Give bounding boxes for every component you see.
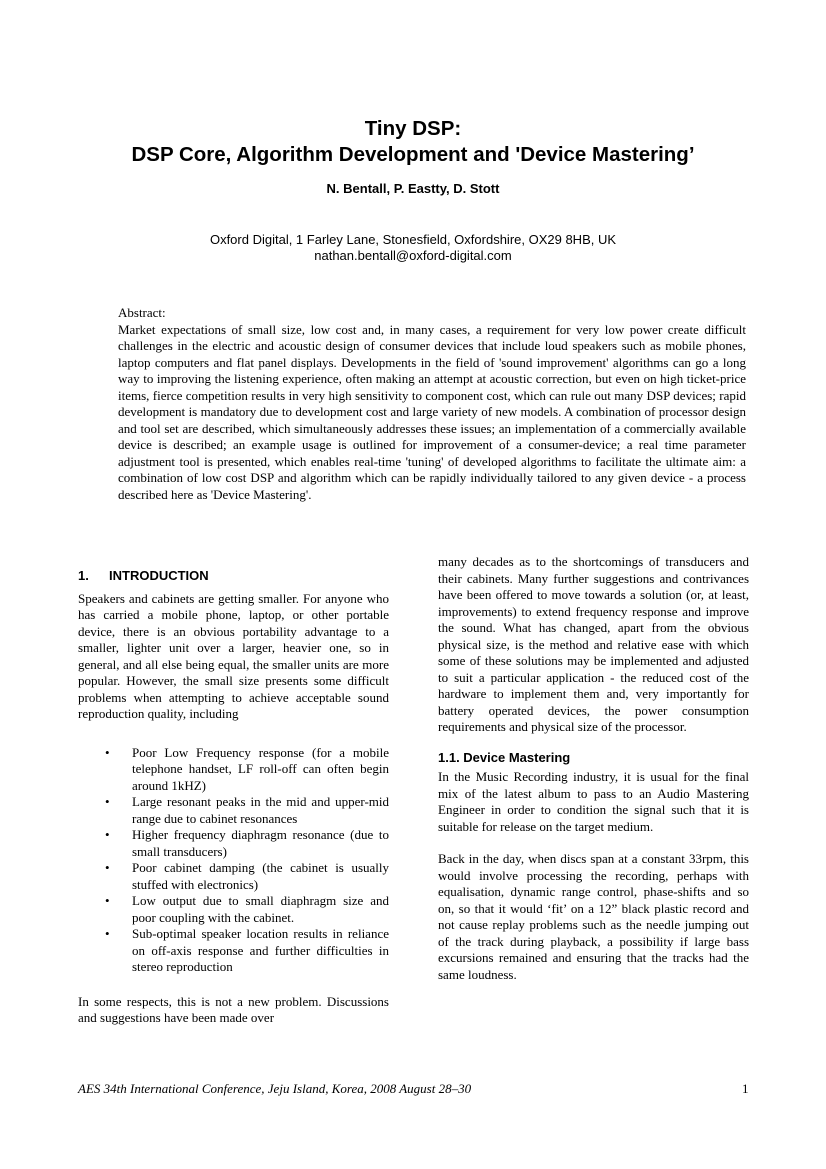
subsection-heading-device-mastering: 1.1. Device Mastering <box>438 749 571 765</box>
intro-paragraph-2-continued: many decades as to the shortcomings of transducers and their cabinets. Many further suggestions and contrivances have been offered to move towards a solution (or, at least, improvements) to extend frequency response and improve the sound. What has changed, apart from the obvious physical size, is the method and relative ease with which some of these solutions may be implemented and adjusted to suit a particular application - the reduced cost of the hardware to implement them and, very importantly for battery operated devices, the power consumption requirements and physical size of the processor. <box>438 554 749 734</box>
device-mastering-paragraph-1: In the Music Recording industry, it is usual for the final mix of the latest album to pass to an Audio Mastering Engineer in order to condition the signal such that it is suitable for release on the target medium. <box>438 769 749 834</box>
bullet-icon: • <box>105 893 110 908</box>
affiliation-address: Oxford Digital, 1 Farley Lane, Stonesfield, Oxfordshire, OX29 8HB, UK <box>209 232 617 247</box>
section-title: INTRODUCTION <box>109 568 209 583</box>
abstract-text: Market expectations of small size, low cost and, in many cases, a requirement for very low power create difficult challenges in the electric and acoustic design of consumer devices that include loud speakers such as mobile phones, laptop computers and flat panel displays. Developments in the field of 'sound improvement' algorithms can go a long way to improving the listening experience, often making an attempt at acoustic correction, but even on high ticket-price items, fierce competition results in very high sensitivity to component cost, which can rule out many DSP devices; rapid development is mandatory due to development cost and large variety of new models. A combination of processor design and tool set are described, which simultaneously addresses these issues; an implementation of a commercially available device is described; an example usage is outlined for improvement of a consumer-device; a real time parameter adjustment tool is presented, which enables real-time 'tuning' of developed algorithms to facilitate the ultimate aim: a combination of low cost DSP and algorithm which can be rapidly individually tailored to any given device - a process described here as 'Device Mastering'. <box>118 321 746 502</box>
page-number: 1 <box>742 1081 749 1096</box>
bullet-icon: • <box>105 827 110 842</box>
paper-title-line-2: DSP Core, Algorithm Development and 'Device Mastering’ <box>131 143 695 166</box>
paper-title-line-1: Tiny DSP: <box>364 117 462 140</box>
list-item <box>78 926 389 976</box>
section-heading-introduction <box>78 568 389 585</box>
list-item <box>78 893 389 926</box>
right-column <box>438 554 749 983</box>
conference-footer: AES 34th International Conference, Jeju Island, Korea, 2008 August 28–30 <box>78 1081 472 1096</box>
bullet-icon: • <box>105 860 110 875</box>
intro-paragraph-1: Speakers and cabinets are getting smaller. For anyone who has carried a mobile phone, laptop, or other portable device, there is an obvious portability advantage to a smaller, lighter unit over a larger, heavier one, so in general, and all else being equal, the smaller units are more popular. However, the small size presents some difficult problems when attempting to achieve acceptable sound reproduction quality, including <box>78 590 389 721</box>
list-item-text: Low output due to small diaphragm size and poor coupling with the cabinet. <box>132 893 389 925</box>
list-item-text: Sub-optimal speaker location results in reliance on off-axis response and further difficulties in stereo reproduction <box>132 926 389 974</box>
bullet-icon: • <box>105 744 110 760</box>
list-item <box>78 827 389 860</box>
list-item <box>78 860 389 893</box>
list-item <box>78 745 389 795</box>
device-mastering-paragraph-2: Back in the day, when discs span at a constant 33rpm, this would involve processing the recording, perhaps with equalisation, dynamic range control, phase-shifts and so on, so that it would ‘fit’ on a 12” black plastic record and not cause replay problems such as the needle jumping out of the track during playback, a possibility if large bass excursions remained and ensuring that the tracks had the same loudness. <box>438 851 749 982</box>
bullet-icon: • <box>105 926 110 941</box>
abstract-block <box>118 305 746 503</box>
affiliation-email: nathan.bentall@oxford-digital.com <box>314 248 512 263</box>
list-item-text: Poor Low Frequency response (for a mobile telephone handset, LF roll-off can often begin around 1kHZ) <box>132 744 389 793</box>
list-item-text: Large resonant peaks in the mid and upper-mid range due to cabinet resonances <box>132 794 389 826</box>
affiliation <box>0 232 826 264</box>
problem-list <box>78 745 389 976</box>
list-item-text: Poor cabinet damping (the cabinet is usually stuffed with electronics) <box>132 860 389 892</box>
left-column <box>78 568 389 1027</box>
list-item-text: Higher frequency diaphragm resonance (due to small transducers) <box>132 827 389 859</box>
section-number: 1. <box>78 568 89 583</box>
abstract-label: Abstract: <box>118 305 166 320</box>
paragraph-gap <box>438 835 749 851</box>
list-item <box>78 794 389 827</box>
bullet-icon: • <box>105 794 110 809</box>
author-list: N. Bentall, P. Eastty, D. Stott <box>326 181 500 196</box>
intro-paragraph-2: In some respects, this is not a new problem. Discussions and suggestions have been made over <box>78 993 389 1025</box>
